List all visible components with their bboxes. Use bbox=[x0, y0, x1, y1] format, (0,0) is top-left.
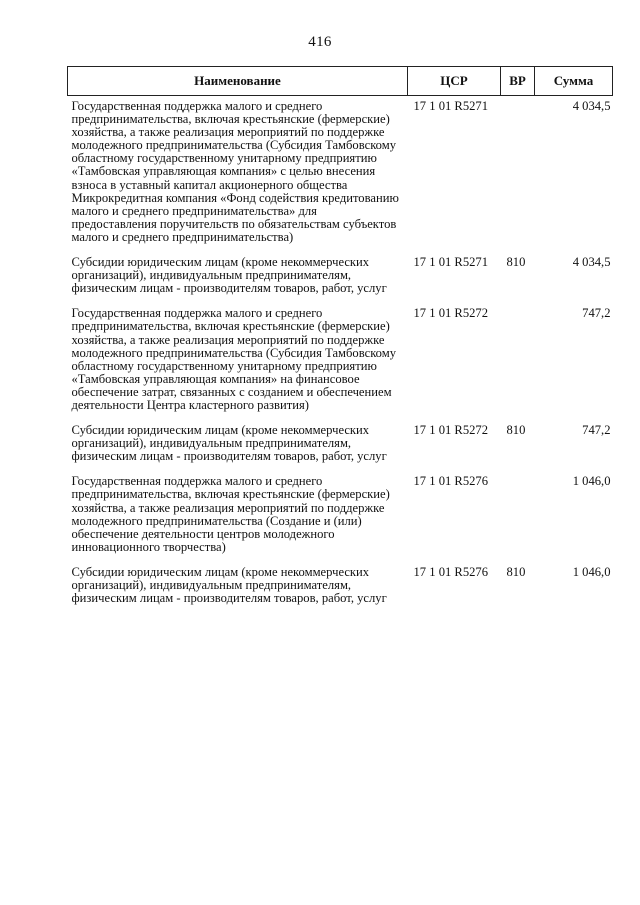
header-name: Наименование bbox=[68, 67, 408, 96]
row-name-cell: Государственная поддержка малого и среднего предпринимательства, включая крестьянские (фермерские) хозяйства, а также реализация мероприятий по поддержке молодежного предпринимательства (Субсидия Тамбовскому областному государственному унитарному предприятию «Тамбовская управляющая компания» на финансовое обеспечение затрат, связанных с созданием и обеспечением деятельности Центра кластерного развития) bbox=[71, 306, 396, 412]
header-row bbox=[68, 67, 613, 96]
row-csr-cell: 17 1 01 R5271 bbox=[413, 99, 489, 113]
row-sum-cell: 4 034,5 bbox=[572, 255, 611, 270]
row-sum-cell: 747,2 bbox=[582, 423, 611, 438]
row-csr-cell: 17 1 01 R5272 bbox=[413, 306, 489, 321]
row-vr-cell bbox=[501, 96, 535, 253]
row-csr-cell: 17 1 01 R5276 bbox=[413, 474, 489, 489]
row-sum-cell: 747,2 bbox=[582, 306, 611, 321]
table-row bbox=[68, 303, 613, 420]
row-name-cell: Субсидии юридическим лицам (кроме некоммерческих организаций), индивидуальным предпринимателям, физическим лицам - производителям товаров, работ, услуг bbox=[71, 564, 387, 606]
row-vr-cell: 810 bbox=[506, 423, 526, 438]
row-sum-cell: 4 034,5 bbox=[572, 99, 611, 113]
budget-table-container bbox=[67, 66, 612, 613]
table-row bbox=[68, 96, 613, 253]
row-name-cell: Субсидии юридическим лицам (кроме некоммерческих организаций), индивидуальным предпринимателям, физическим лицам - производителям товаров, работ, услуг bbox=[71, 255, 387, 296]
row-vr-cell: 810 bbox=[506, 255, 526, 270]
row-name-cell: Государственная поддержка малого и среднего предпринимательства, включая крестьянские (фермерские) хозяйства, а также реализация мероприятий по поддержке молодежного предпринимательства (Субсидия Тамбовскому областному государственному унитарному предприятию «Тамбовская управляющая компания» с целью внесения взноса в уставный капитал акционерного общества Микрокредитная компания «Фонд содействия кредитованию малого и среднего предпринимательства» для предоставления поручительств по обязательствам субъектов малого и среднего предпринимательства) bbox=[71, 99, 399, 244]
header-vr: ВР bbox=[501, 67, 535, 96]
row-vr-cell bbox=[501, 471, 535, 562]
row-sum-cell: 1 046,0 bbox=[572, 474, 611, 489]
header-sum: Сумма bbox=[535, 67, 613, 96]
table-body bbox=[68, 96, 613, 614]
row-csr-cell: 17 1 01 R5276 bbox=[413, 564, 489, 579]
table-row bbox=[68, 252, 613, 303]
header-csr: ЦСР bbox=[408, 67, 501, 96]
table-row bbox=[68, 420, 613, 471]
table-header bbox=[68, 67, 613, 96]
row-vr-cell: 810 bbox=[506, 564, 526, 579]
row-csr-cell: 17 1 01 R5272 bbox=[413, 423, 489, 438]
row-csr-cell: 17 1 01 R5271 bbox=[413, 255, 489, 270]
row-sum-cell: 1 046,0 bbox=[572, 564, 611, 579]
row-vr-cell bbox=[501, 303, 535, 420]
table-row bbox=[68, 471, 613, 562]
row-name-cell: Государственная поддержка малого и среднего предпринимательства, включая крестьянские (фермерские) хозяйства, а также реализация мероприятий по поддержке молодежного предпринимательства (Создание и (или) обеспечение деятельности центров молодежного инновационного творчества) bbox=[71, 474, 390, 554]
table-row bbox=[68, 562, 613, 613]
row-name-cell: Субсидии юридическим лицам (кроме некоммерческих организаций), индивидуальным предпринимателям, физическим лицам - производителям товаров, работ, услуг bbox=[71, 423, 387, 464]
budget-table bbox=[67, 66, 613, 613]
page-number: 416 bbox=[308, 34, 332, 50]
